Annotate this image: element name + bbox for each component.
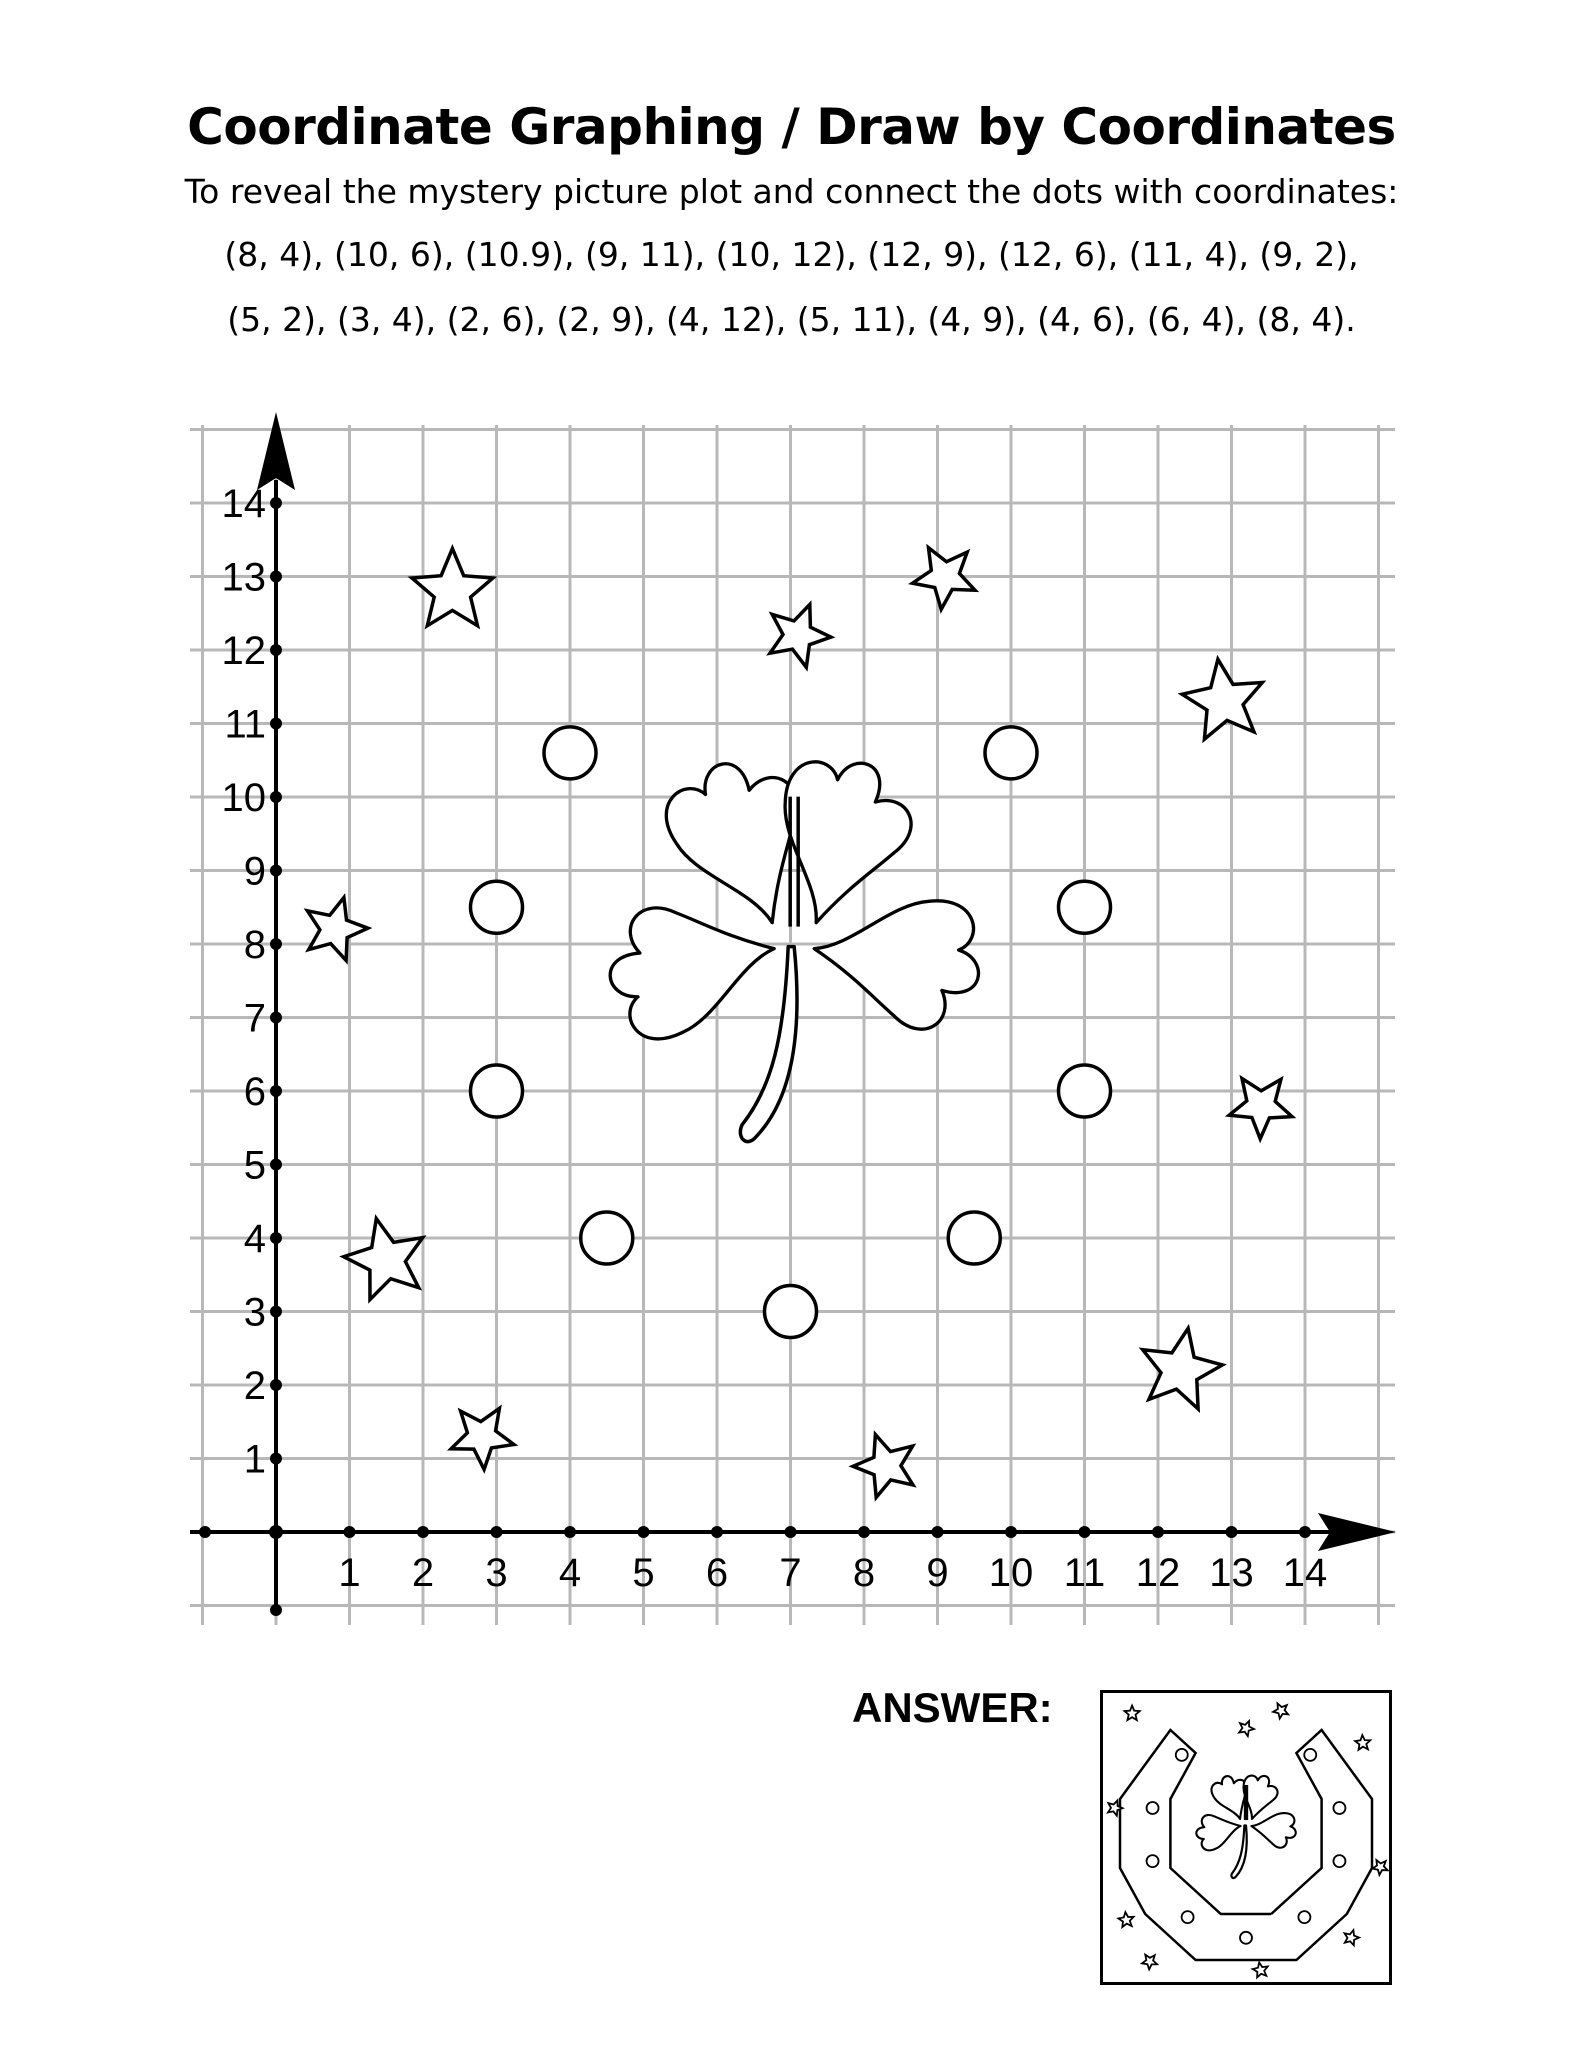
coordinates-line-2: (5, 2), (3, 4), (2, 6), (2, 9), (4, 12), (5, 11), (4, 9), (4, 6), (6, 4), (8, 4).: [227, 300, 1356, 339]
page-title: Coordinate Graphing / Draw by Coordinates: [187, 98, 1396, 156]
star-icon: [451, 1408, 514, 1469]
x-tick-label: 2: [411, 1551, 435, 1595]
x-axis-dot: [711, 1526, 723, 1538]
y-axis-dot: [270, 1085, 282, 1097]
circle-icon: [765, 1286, 817, 1338]
star-icon: [1229, 1079, 1292, 1139]
y-axis-dot: [270, 1012, 282, 1024]
star-icon: [1143, 1328, 1223, 1409]
x-axis-dot: [1299, 1526, 1311, 1538]
circle-icon: [1059, 1065, 1111, 1117]
circle-icon: [544, 727, 596, 779]
circle-icon: [1147, 1855, 1159, 1867]
four-leaf-clover-icon: [600, 743, 990, 1142]
star-icon: [307, 898, 368, 961]
circle-icon: [1147, 1802, 1159, 1814]
y-axis-dot: [270, 1453, 282, 1465]
y-tick-label: 11: [224, 702, 266, 747]
y-tick-label: 1: [243, 1437, 266, 1482]
x-axis-dot: [858, 1526, 870, 1538]
circle-icon: [1176, 1749, 1188, 1761]
circle-icon: [581, 1212, 633, 1264]
circle-icon: [471, 881, 523, 933]
x-tick-label: 13: [1209, 1551, 1254, 1595]
y-axis-dot: [270, 865, 282, 877]
x-tick-label: 10: [988, 1551, 1034, 1595]
star-icon: [1182, 659, 1262, 739]
circle-icon: [1333, 1802, 1345, 1814]
x-tick-label: 5: [632, 1551, 655, 1595]
origin-dot: [269, 1525, 283, 1539]
y-tick-label: 14: [221, 482, 266, 526]
coordinates-line-1: (8, 4), (10, 6), (10.9), (9, 11), (10, 12), (12, 9), (12, 6), (11, 4), (9, 2),: [224, 235, 1359, 274]
x-axis-dot: [932, 1526, 944, 1538]
circle-icon: [1304, 1749, 1316, 1761]
y-tick-label: 10: [221, 776, 266, 820]
x-axis-dot: [638, 1526, 650, 1538]
y-axis-dot: [270, 1159, 282, 1171]
x-axis-dot: [344, 1526, 356, 1538]
x-axis-dot: [1079, 1526, 1091, 1538]
y-tick-label: 7: [243, 996, 266, 1041]
y-axis-dot: [270, 718, 282, 730]
y-tick-label: 12: [221, 629, 266, 673]
y-tick-label: 5: [243, 1143, 266, 1188]
y-axis-dot: [270, 497, 282, 509]
instruction-text: To reveal the mystery picture plot and connect the dots with coordinates:: [184, 172, 1399, 211]
answer-picture: [1100, 1690, 1392, 1985]
y-axis-dot: [270, 1232, 282, 1244]
y-axis-dot: [270, 1306, 282, 1318]
x-tick-label: 14: [1282, 1551, 1328, 1595]
circle-icon: [1240, 1932, 1252, 1944]
x-axis-dot: [785, 1526, 797, 1538]
x-tick-label: 11: [1063, 1551, 1106, 1595]
circle-icon: [985, 727, 1037, 779]
star-icon: [913, 548, 976, 610]
x-tick-label: 8: [852, 1551, 876, 1595]
y-axis-dot: [270, 791, 282, 803]
circle-icon: [948, 1212, 1000, 1264]
x-tick-label: 1: [338, 1551, 361, 1595]
x-axis-dot: [1226, 1526, 1238, 1538]
y-tick-label: 4: [243, 1217, 266, 1261]
y-tick-label: 3: [243, 1290, 266, 1335]
y-tick-label: 13: [221, 555, 266, 600]
circle-icon: [1298, 1911, 1310, 1923]
y-axis-dot: [270, 644, 282, 656]
circle-icon: [471, 1065, 523, 1117]
x-axis-dot: [1005, 1526, 1017, 1538]
y-tick-label: 9: [243, 849, 266, 894]
x-axis-dot: [417, 1526, 429, 1538]
x-tick-label: 7: [779, 1551, 802, 1595]
x-tick-label: 12: [1135, 1551, 1181, 1595]
y-tick-label: 8: [243, 923, 266, 967]
circle-icon: [1059, 881, 1111, 933]
axis-dot: [270, 1604, 282, 1616]
y-axis-dot: [270, 1379, 282, 1391]
x-tick-label: 3: [485, 1551, 508, 1595]
answer-label: ANSWER:: [852, 1684, 1053, 1731]
x-axis-dot: [564, 1526, 576, 1538]
star-icon: [770, 605, 831, 668]
star-icon: [344, 1219, 423, 1300]
y-axis-dot: [270, 938, 282, 950]
circle-icon: [1333, 1855, 1345, 1867]
x-axis-dot: [1152, 1526, 1164, 1538]
x-tick-label: 9: [926, 1551, 949, 1595]
y-axis-dot: [270, 571, 282, 583]
circle-icon: [1182, 1911, 1194, 1923]
star-icon: [853, 1435, 913, 1498]
y-tick-label: 6: [243, 1070, 266, 1114]
x-axis-dot: [491, 1526, 503, 1538]
x-tick-label: 6: [705, 1551, 729, 1595]
axis-dot: [199, 1526, 211, 1538]
y-tick-label: 2: [243, 1364, 266, 1408]
x-tick-label: 4: [558, 1551, 582, 1595]
